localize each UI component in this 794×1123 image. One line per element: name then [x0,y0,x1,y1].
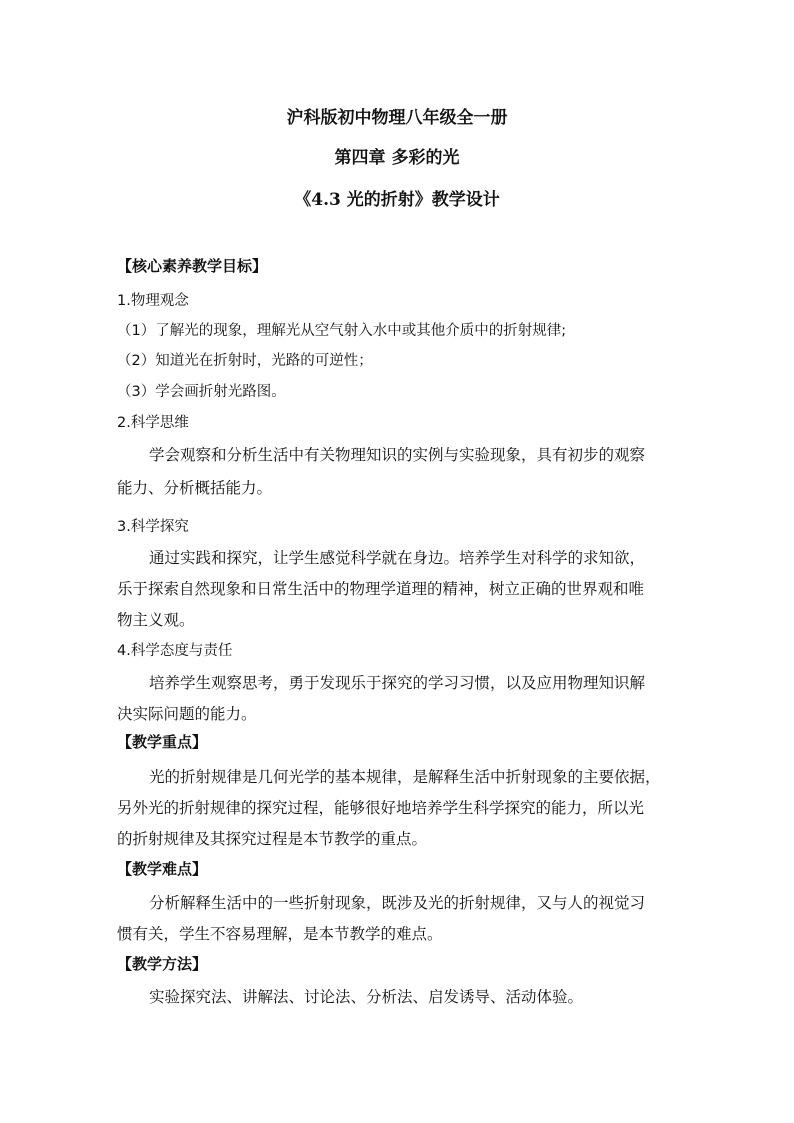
methods-line-1: 实验探究法、讲解法、讨论法、分析法、启发诱导、活动体验。 [149,988,584,1006]
section-4-line-2: 决实际问题的能力。 [117,705,257,723]
methods-heading: 【教学方法】 [117,955,208,973]
section-3-line-3: 物主义观。 [117,611,195,629]
key-points-line-1: 光的折射规律是几何光学的基本规律，是解释生活中折射现象的主要依据， [149,768,661,786]
section-1-title: 1.物理观念 [117,293,189,309]
section-3-title: 3.科学探究 [117,519,189,535]
section-2-line-1: 学会观察和分析生活中有关物理知识的实例与实验现象，具有初步的观察 [149,446,646,464]
section-1-item-1: （1）了解光的现象，理解光从空气射入水中或其他介质中的折射规律; [117,323,567,339]
chapter-title: 第四章 多彩的光 [334,148,460,168]
difficulties-line-2: 惯有关，学生不容易理解，是本节教学的难点。 [117,925,443,943]
section-1-item-2: （2）知道光在折射时，光路的可逆性； [117,353,373,369]
section-3-line-2: 乐于探索自然现象和日常生活中的物理学道理的精神，树立正确的世界观和唯 [117,580,645,598]
difficulties-line-1: 分析解释生活中的一些折射现象，既涉及光的折射规律，又与人的视觉习 [149,894,646,912]
section-1-item-3: （3）学会画折射光路图。 [117,384,286,400]
book-title: 沪科版初中物理八年级全一册 [286,108,508,128]
section-4-line-1: 培养学生观察思考，勇于发现乐于探究的学习习惯，以及应用物理知识解 [149,674,646,692]
difficulties-heading: 【教学难点】 [117,860,208,878]
key-points-line-3: 的折射规律及其探究过程是本节教学的重点。 [117,830,428,848]
objectives-heading: 【核心素养教学目标】 [117,257,268,275]
key-points-line-2: 另外光的折射规律的探究过程，能够很好地培养学生科学探究的能力，所以光 [117,799,645,817]
section-2-title: 2.科学思维 [117,415,189,431]
lesson-title: 《4.3 光的折射》教学设计 [294,190,500,210]
section-4-title: 4.科学态度与责任 [117,643,233,659]
section-2-line-2: 能力、分析概括能力。 [117,479,273,497]
key-points-heading: 【教学重点】 [117,733,208,751]
section-3-line-1: 通过实践和探究，让学生感觉科学就在身边。培养学生对科学的求知欲， [149,549,646,567]
